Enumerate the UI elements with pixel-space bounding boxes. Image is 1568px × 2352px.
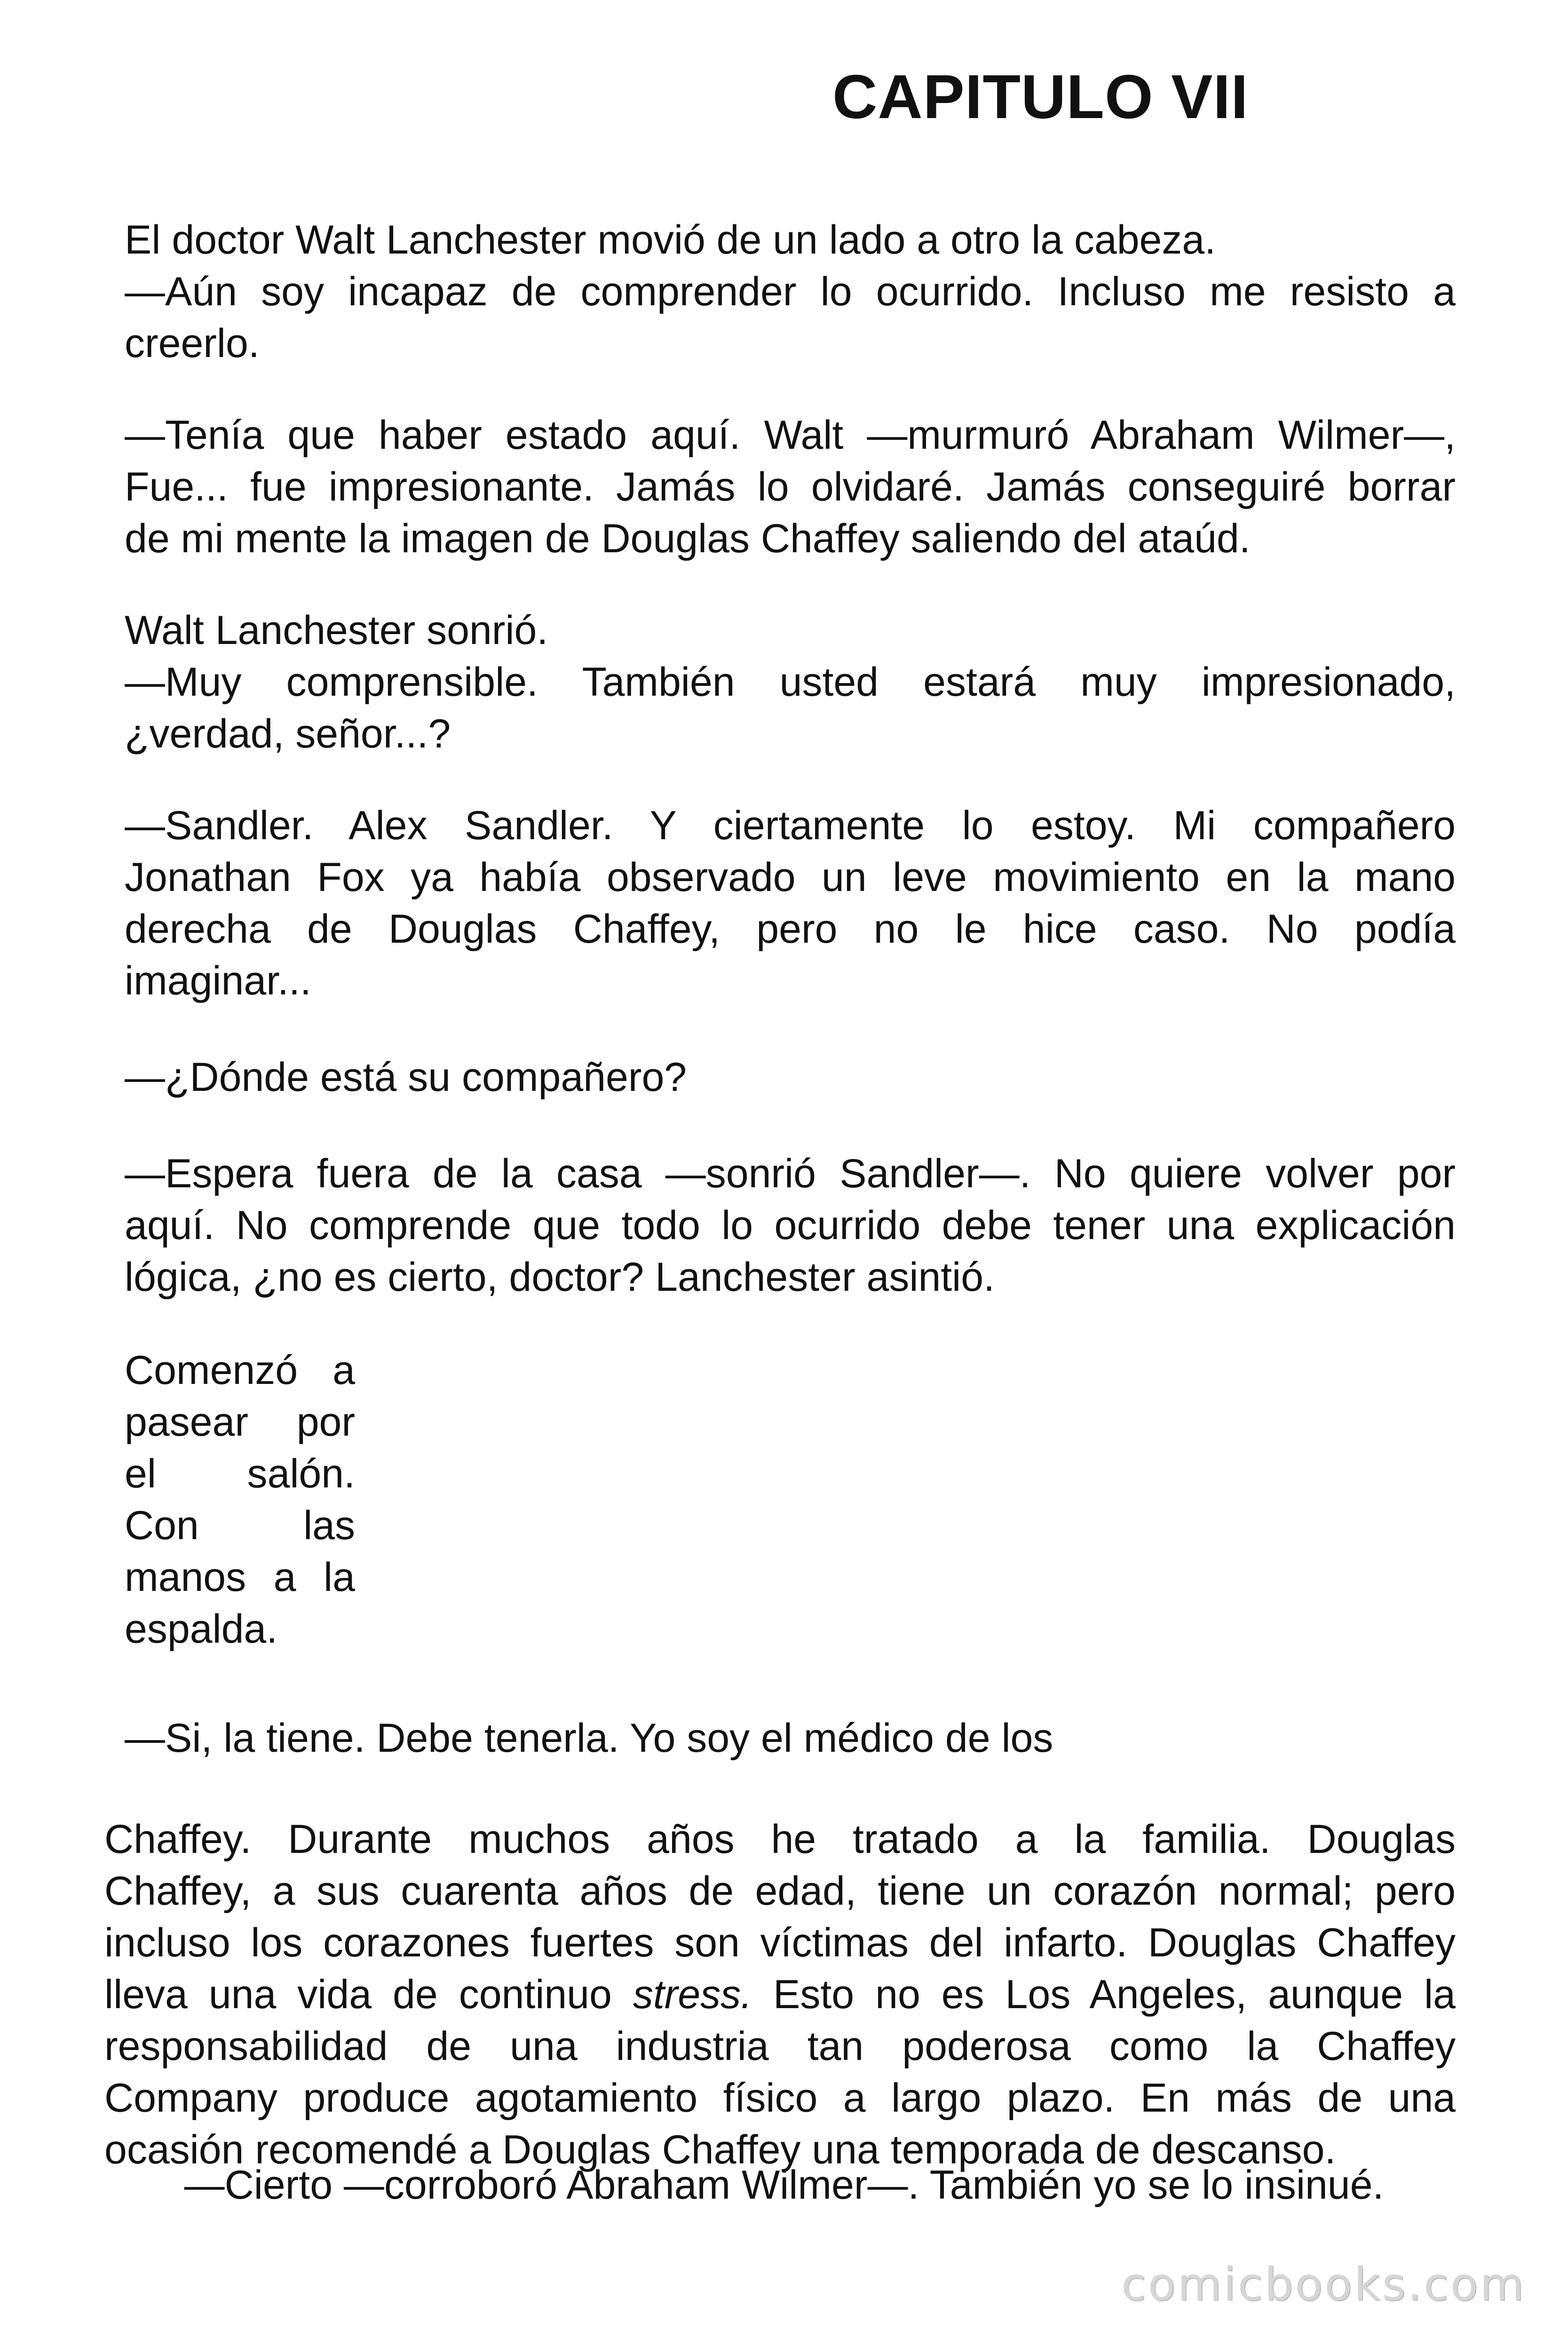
text-line: ocasión recomendé a Douglas Chaffey una temporada de descanso.: [104, 2127, 1336, 2172]
text-line: —Tenía que haber estado aquí. Walt —murmuró Abraham Wilmer—,: [125, 413, 1456, 458]
text-line: —¿Dónde está su compañero?: [125, 1055, 687, 1100]
text-line: imaginar...: [125, 958, 311, 1003]
text-line: ¿verdad, señor...?: [125, 711, 451, 756]
paragraph-9: [104, 1813, 1456, 2176]
italic-word: stress.: [633, 1972, 752, 2017]
paragraph-4: [125, 800, 1456, 1007]
text-line: aquí. No comprende que todo lo ocurrido debe tener una explicación: [125, 1203, 1456, 1248]
paragraph-2: [125, 409, 1456, 564]
text-line: manos a la: [125, 1555, 355, 1600]
paragraph-8: [125, 1712, 1456, 1764]
text-line: —Sandler. Alex Sandler. Y ciertamente lo estoy. Mi compañero: [125, 803, 1456, 848]
text-line: —Muy comprensible. También usted estará muy impresionado,: [125, 660, 1456, 705]
paragraph-1: [125, 214, 1456, 369]
text-line: responsabilidad de una industria tan poderosa como la Chaffey: [104, 2024, 1456, 2069]
paragraph-5: [125, 1051, 1456, 1103]
text-line: Company produce agotamiento físico a largo plazo. En más de una: [104, 2075, 1456, 2121]
text-segment: Esto no es Los Angeles, aunque la: [752, 1972, 1456, 2017]
text-line: —Aún soy incapaz de comprender lo ocurrido. Incluso me resisto a: [125, 269, 1456, 314]
text-line: Chaffey, a sus cuarenta años de edad, tiene un corazón normal; pero: [104, 1868, 1456, 1914]
chapter-title: CAPITULO VII: [832, 62, 1249, 131]
paragraph-6: [125, 1148, 1456, 1303]
paragraph-7: [125, 1344, 355, 1655]
text-segment: lleva una vida de continuo: [104, 1972, 633, 2017]
text-line: —Espera fuera de la casa —sonrió Sandler—. No quiere volver por: [125, 1151, 1456, 1196]
text-line: derecha de Douglas Chaffey, pero no le hice caso. No podía: [125, 906, 1456, 952]
text-line: Chaffey. Durante muchos años he tratado a la familia. Douglas: [104, 1817, 1456, 1862]
text-line: espalda.: [125, 1606, 278, 1652]
text-line: El doctor Walt Lanchester movió de un lado a otro la cabeza.: [125, 217, 1216, 262]
text-line: Jonathan Fox ya había observado un leve movimiento en la mano: [125, 855, 1456, 900]
text-line: incluso los corazones fuertes son víctimas del infarto. Douglas Chaffey: [104, 1920, 1456, 1965]
text-line: el salón.: [125, 1451, 355, 1496]
text-line: pasear por: [125, 1399, 355, 1445]
paragraph-10: [0, 2159, 1568, 2211]
text-line: Walt Lanchester sonrió.: [125, 608, 548, 653]
text-line: [104, 1969, 1456, 2020]
text-line: de mi mente la imagen de Douglas Chaffey saliendo del ataúd.: [125, 516, 1251, 561]
text-line: Fue... fue impresionante. Jamás lo olvidaré. Jamás conseguiré borrar: [125, 464, 1456, 509]
text-line: Comenzó a: [125, 1348, 355, 1393]
watermark-logo: comicbooks.com: [1121, 2258, 1526, 2311]
paragraph-3: [125, 604, 1456, 760]
text-line: creerlo.: [125, 321, 260, 366]
text-line: —Cierto —corroboró Abraham Wilmer—. También yo se lo insinué.: [184, 2162, 1384, 2208]
text-line: lógica, ¿no es cierto, doctor? Lanchester asintió.: [125, 1255, 995, 1300]
text-line: Con las: [125, 1503, 355, 1548]
text-line: —Si, la tiene. Debe tenerla. Yo soy el médico de los: [125, 1716, 1053, 1761]
